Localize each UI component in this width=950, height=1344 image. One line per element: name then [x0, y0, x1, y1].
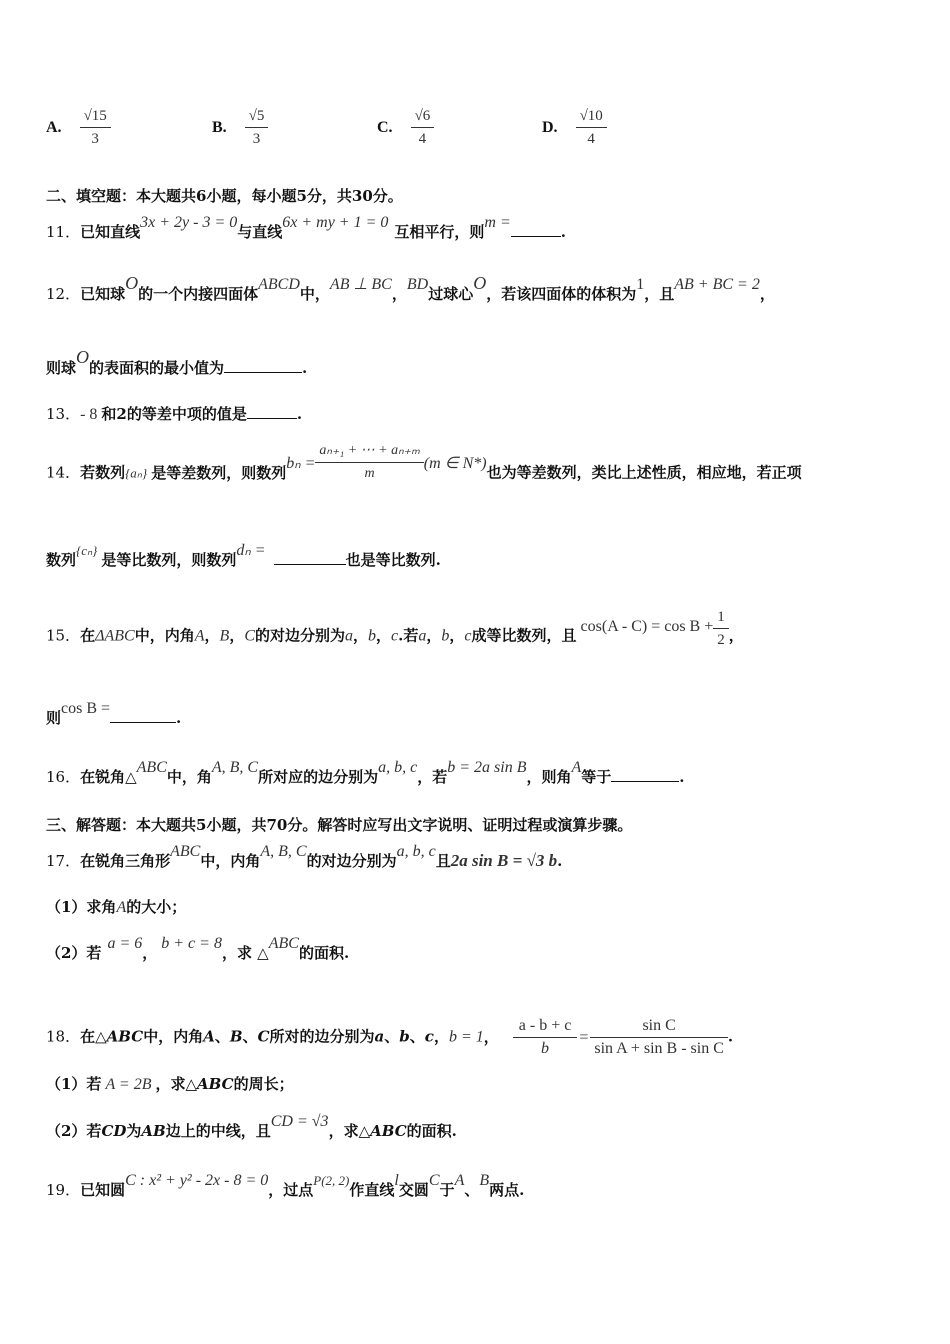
question-13: 13．- 8 和2的等差中项的值是 . — [46, 405, 303, 423]
fraction: $\frac{\text{aₙ₊₁ + ⋯ + aₙ₊ₘ}}{m}$ — [315, 440, 423, 485]
question-12-continued: 则球O的表面积的最小值为 . — [46, 347, 308, 377]
question-18-part-1: （1）若 A = 2B ，求△ABC的周长； — [46, 1075, 294, 1093]
answer-blank — [274, 550, 346, 565]
question-15-continued: 则cos B =. — [46, 700, 182, 727]
answer-blank — [224, 358, 302, 373]
option-label: B. — [212, 118, 227, 136]
question-17-part-1: （1）求角A的大小； — [46, 898, 187, 916]
option-fraction: $\frac{√6}{4}$ — [411, 105, 435, 150]
option-label: D. — [542, 118, 558, 136]
question-14-continued: 数列{cₙ}是等比数列，则数列dₙ =也是等比数列. — [46, 542, 441, 569]
fraction-right: $\frac{\text{sin C}}{\text{sin A + sin B - sin C}}$ — [590, 1015, 728, 1060]
answer-blank — [611, 767, 679, 782]
question-12: 12．已知球O的一个内接四面体ABCD中，AB ⊥ BC，BD过球心O，若该四面体的体积为1，且AB + BC = 2， — [46, 273, 775, 303]
option-label: C. — [377, 118, 393, 136]
option-fraction: $\frac{√5}{3}$ — [245, 105, 269, 150]
question-17: 17．在锐角三角形ABC中，内角A, B, C的对边分别为a, b, c且2a sin B = √3 b. — [46, 843, 563, 870]
question-18: 18．在△ABC中，内角A、B、C所对的边分别为a、b、c，b = 1， $\frac{a - b + c}{b}$ = $\frac{\text{sin C}}{\text{sin A + sin B - sin C}}$ . — [46, 1015, 733, 1060]
question-18-part-2: （2）若CD为AB边上的中线，且CD = √3，求△ABC的面积. — [46, 1113, 457, 1140]
fraction-left: $\frac{a - b + c}{b}$ — [513, 1015, 578, 1060]
answer-blank — [247, 404, 297, 419]
question-15: 15．在ΔABC中，内角A，B，C的对边分别为a，b，c.若a，b，c成等比数列，且cos(A - C) = cos B + $\frac{1}{2}$ ， — [46, 622, 744, 651]
fraction: $\frac{1}{2}$ — [713, 606, 729, 651]
question-11: 11．已知直线3x + 2y - 3 = 0与直线6x + my + 1 = 0互相平行，则m =. — [46, 214, 567, 241]
question-14: 14．若数列{aₙ} 是等差数列，则数列bₙ = $\frac{\text{aₙ₊₁ + ⋯ + aₙ₊ₘ}}{m}$ (m ∈ N*)也为等差数列，类比上述性质，相应地，若正项 — [46, 462, 802, 485]
question-16: 16．在锐角△ABC中，角A, B, C所对应的边分别为a, b, c，若b = 2a sin B，则角A等于 . — [46, 759, 685, 786]
option-a — [46, 105, 111, 150]
section-heading-solutions: 三、解答题：本大题共5小题，共70分。解答时应写出文字说明、证明过程或演算步骤。 — [46, 816, 633, 834]
option-c — [377, 105, 434, 150]
option-label: A. — [46, 118, 62, 136]
answer-blank — [511, 222, 561, 237]
option-d — [542, 105, 607, 150]
answer-blank — [110, 708, 176, 723]
option-fraction: $\frac{√15}{3}$ — [80, 105, 111, 150]
option-b — [212, 105, 268, 150]
section-heading-fill-in: 二、填空题：本大题共6小题，每小题5分，共30分。 — [46, 187, 403, 205]
option-fraction: $\frac{√10}{4}$ — [576, 105, 607, 150]
question-19: 19．已知圆C : x² + y² - 2x - 8 = 0，过点P(2, 2)作直线l交圆C于A、B两点. — [46, 1172, 525, 1199]
question-17-part-2: （2）若a = 6，b + c = 8，求 △ABC的面积. — [46, 935, 350, 962]
